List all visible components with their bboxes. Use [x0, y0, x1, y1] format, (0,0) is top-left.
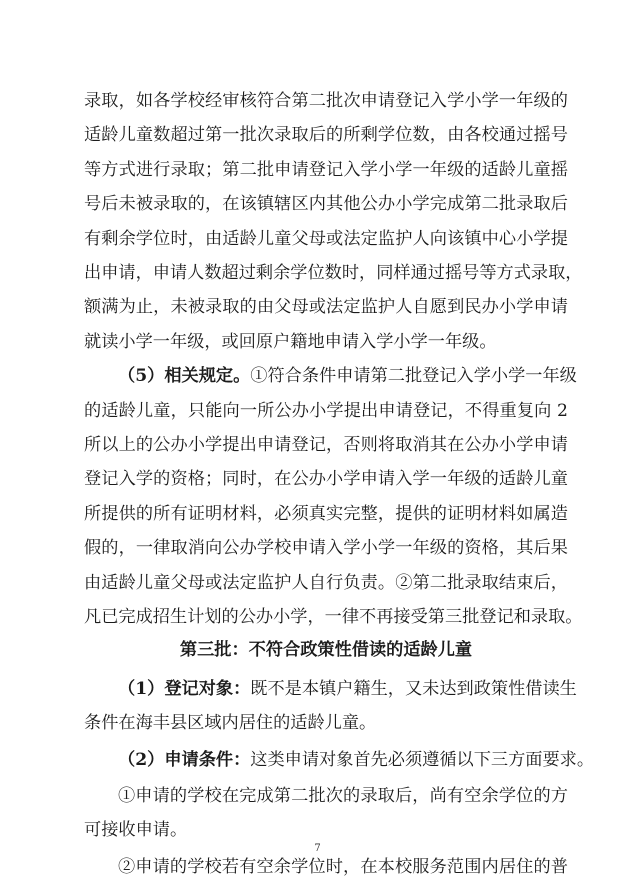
text-line: ①申请的学校在完成第二批次的录取后，尚有空余学位的方: [118, 786, 568, 806]
text-line: 所提供的所有证明材料，必须真实完整，提供的证明材料如属造: [84, 503, 568, 524]
paragraph-text: ①符合条件申请第二批登记入学小学一年级: [250, 366, 577, 387]
text-line: 就读小学一年级，或回原户籍地申请入学小学一年级。: [84, 331, 497, 352]
paragraph-text: 既不是本镇户籍生，又未达到政策性借读生: [250, 678, 577, 699]
paragraph-label: （5）相关规定。: [118, 366, 251, 387]
page-number: 7: [314, 843, 321, 854]
text-line: 登记入学的资格；同时，在公办小学申请入学一年级的适龄儿童: [84, 469, 568, 490]
text-line: 出申请，申请人数超过剩余学位数时，同样通过摇号等方式录取，: [84, 263, 583, 283]
section-heading: 第三批：不符合政策性借读的适龄儿童: [179, 640, 473, 661]
text-line: 条件在海丰县区域内居住的适龄儿童。: [84, 713, 377, 734]
paragraph-first-line: [118, 360, 577, 392]
text-line: 额满为止，未被录取的由父母或法定监护人自愿到民办小学申请: [84, 297, 568, 318]
text-line: 凡已完成招生计划的公办小学，一律不再接受第三批登记和录取。: [84, 607, 583, 627]
text-line: 录取，如各学校经审核符合第二批次申请登记入学小学一年级的: [84, 91, 568, 111]
text-line: 适龄儿童数超过第一批次录取后的所剩学位数，由各校通过摇号: [84, 125, 568, 146]
text-line: 假的，一律取消向公办学校申请入学小学一年级的资格，其后果: [84, 538, 568, 559]
text-line: 可接收申请。: [84, 820, 188, 841]
paragraph-first-line: [118, 673, 577, 705]
text-line: ②申请的学校若有空余学位时，在本校服务范围内居住的普: [118, 856, 568, 877]
text-line: 号后未被录取的，在该镇辖区内其他公办小学完成第二批录取后: [84, 194, 568, 215]
paragraph-label: （1）登记对象：: [118, 678, 251, 699]
text-line: 所以上的公办小学提出申请登记，否则将取消其在公办小学申请: [84, 435, 568, 455]
paragraph-label: （2）申请条件：: [118, 749, 251, 770]
paragraph-text: 这类申请对象首先必须遵循以下三方面要求。: [250, 749, 595, 770]
text-line: 等方式进行录取；第二批申请登记入学小学一年级的适龄儿童摇: [84, 159, 568, 180]
text-line: 由适龄儿童父母或法定监护人自行负责。②第二批录取结束后，: [84, 572, 568, 593]
paragraph-first-line: [118, 744, 595, 776]
text-line: 的适龄儿童，只能向一所公办小学提出申请登记，不得重复向 2: [84, 400, 568, 421]
text-line: 有剩余学位时，由适龄儿童父母或法定监护人向该镇中心小学提: [84, 228, 568, 249]
